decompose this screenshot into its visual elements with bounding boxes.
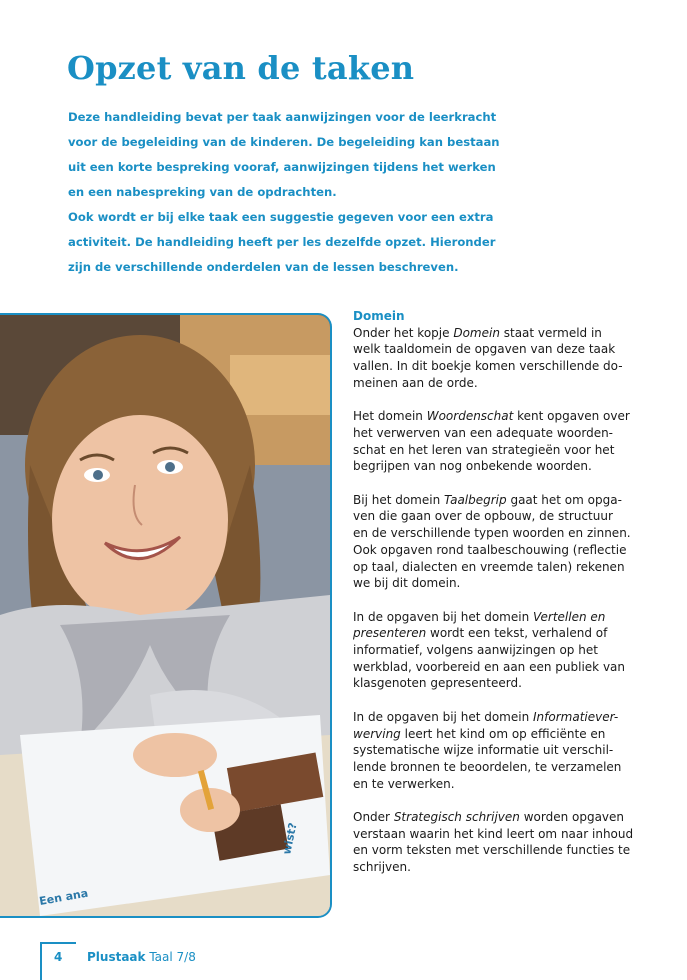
domain-section [353,308,663,876]
text-line: presenteren wordt een tekst, verhalend of [353,626,608,641]
text-line: ven die gaan over de opbouw, de structuur [353,509,613,524]
intro-line: en een nabespreking van de opdrachten. [68,185,337,199]
text-line: op taal, dialecten en vreemde talen) rekenen [353,559,625,574]
text-line: meinen aan de orde. [353,375,478,390]
text-line: Ook opgaven rond taalbeschouwing (reflectie [353,542,627,557]
intro-line: Ook wordt er bij elke taak een suggestie gegeven voor een extra [68,210,494,224]
text-line: en vorm teksten met verschillende functies te [353,843,631,858]
book-text: Een ana [38,886,90,908]
text-line: en te verwerken. [353,776,455,791]
text-line: informatief, volgens aanwijzingen op het [353,643,598,658]
text-line: Bij het domein Taalbegrip gaat het om opga- [353,492,622,507]
text-line: welk taaldomein de opgaven van deze taak [353,342,616,357]
intro-paragraph [68,105,508,280]
text-line: het verwerven van een adequate woorden- [353,425,614,440]
text-line: klasgenoten gepresenteerd. [353,676,522,691]
book-title: Plustaak Taal 7/8 [87,950,196,964]
text-line: schrijven. [353,860,411,875]
intro-line: zijn de verschillende onderdelen van de lessen beschreven. [68,260,459,274]
page-title: Opzet van de taken [67,49,415,87]
intro-line: activiteit. De handleiding heeft per les dezelfde opzet. Hieronder [68,235,496,249]
section-heading: Domein [353,309,405,323]
footer-rule [40,942,76,944]
intro-line: uit een korte bespreking vooraf, aanwijzingen tijdens het werken [68,160,496,174]
text-line: In de opgaven bij het domein Informatiever- [353,709,619,724]
intro-line: Deze handleiding bevat per taak aanwijzingen voor de leerkracht [68,110,497,124]
text-line: Het domein Woordenschat kent opgaven over [353,409,630,424]
student-photo [0,313,332,918]
text-line: werkblad, voorbereid en aan een publiek van [353,659,625,674]
intro-line: voor de begeleiding van de kinderen. De begeleiding kan bestaan [68,135,500,149]
text-line: vallen. In dit boekje komen verschillende do- [353,359,623,374]
page-footer [40,942,340,980]
text-line: schat en het leren van strategieën voor het [353,442,615,457]
text-line: werving leert het kind om op efficiënte en [353,726,606,741]
text-line: Onder het kopje Domein staat vermeld in [353,325,602,340]
text-line: In de opgaven bij het domein Vertellen en [353,609,606,624]
text-line: Onder Strategisch schrijven worden opgaven [353,810,625,825]
text-line: we bij dit domein. [353,576,461,591]
text-line: lende bronnen te beoordelen, te verzamelen [353,759,622,774]
text-line: en de verschillende typen woorden en zinnen. [353,526,631,541]
book-text: wist? [280,821,300,856]
photo-illustration [0,315,330,916]
page-number: 4 [54,950,63,964]
text-line: begrijpen van nog onbekende woorden. [353,459,592,474]
text-line: verstaan waarin het kind leert om naar inhoud [353,826,634,841]
footer-rule [40,942,42,980]
text-line: systematische wijze informatie uit verschil- [353,743,614,758]
